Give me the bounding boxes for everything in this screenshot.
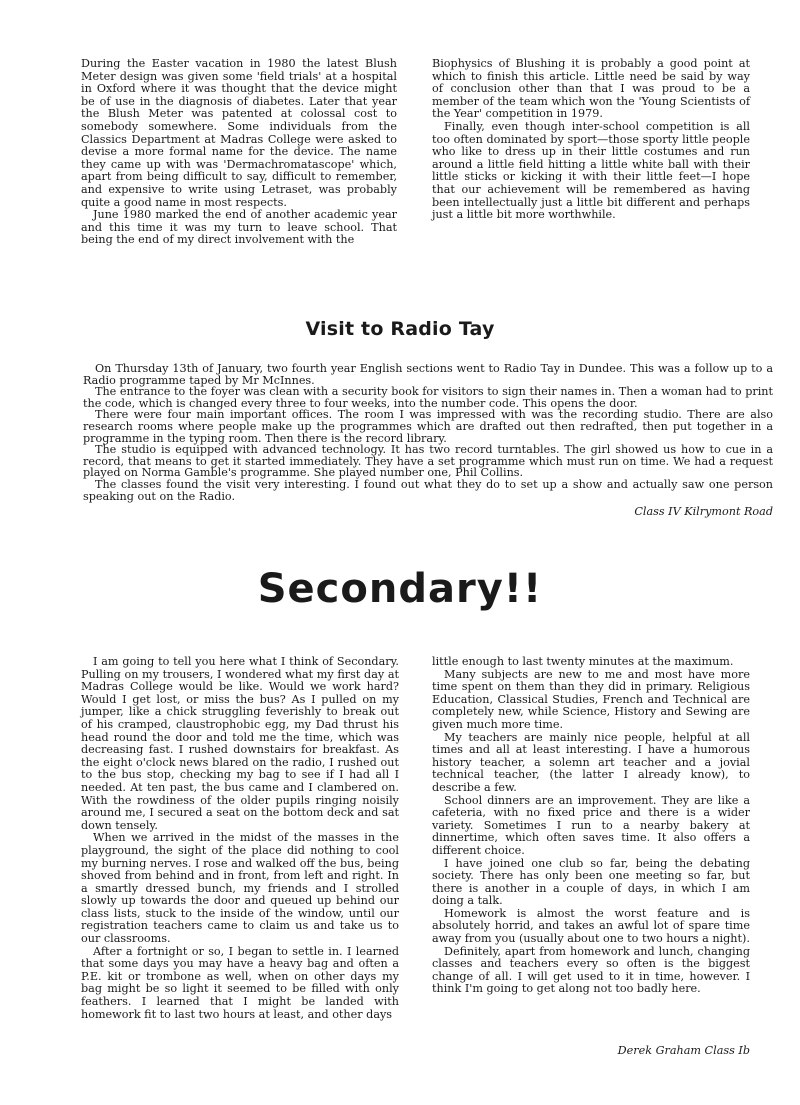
paragraph: School dinners are an improvement. They are like a cafeteria, with no fixed price and there is a wider variety. Sometimes I run to a nearby bakery at dinnertime, which often saves time. It also offers a different choice. bbox=[432, 793, 750, 857]
paragraph: Definitely, apart from homework and lunch, changing classes and teachers every so often is the biggest change of all. I will get used to it in time, however. I think I'm going to get along not too badly here. bbox=[432, 944, 750, 996]
paragraph: There were four main important offices. The room I was impressed with was the recording studio. There are also research rooms where people make up the programmes which are drafted out then redrafted, then put together in a programme in the typing room. Then there is the record library. bbox=[83, 408, 773, 445]
radio-tay-title: Visit to Radio Tay bbox=[305, 318, 495, 340]
paragraph: During the Easter vacation in 1980 the latest Blush Meter design was given some 'field trials' at a hospital in Oxford where it was thought that the device might be of use in the diagnosis of diabetes. Later that year the Blush Meter was patented at colossal cost to somebody somewhere. Some individuals from the Classics Department at Madras College were asked to devise a more formal name for the device. The name they came up with was 'Dermachromatascope' which, apart from being difficult to say, difficult to remember, and expensive to write using Letraset, was probably quite a good name in most respects. bbox=[81, 57, 397, 209]
paragraph: When we arrived in the midst of the masses in the playground, the sight of the place did nothing to cool my burning nerves. I rose and walked off the bus, being shoved from behind and in front, from left and right. In a smartly dressed bunch, my friends and I strolled slowly up towards the door and queued up behind our class lists, stuck to the inside of the window, until our registration teachers came to claim us and take us to our classrooms. bbox=[81, 831, 399, 946]
radio-tay-credit: Class IV Kilrymont Road bbox=[634, 505, 773, 518]
paragraph: The entrance to the foyer was clean with a security book for visitors to sign their names in. Then a woman had to print the code, which is changed every three to four weeks, into the number code. This opens the door. bbox=[83, 385, 773, 410]
paragraph: After a fortnight or so, I began to settle in. I learned that some days you may have a heavy bag and often a P.E. kit or trombone as well, when on other days my bag might be so light it seemed to be filled with only feathers. I learned that I might be landed with homework fit to last two hours at least, and other days bbox=[81, 944, 399, 1021]
paragraph: My teachers are mainly nice people, helpful at all times and all at least interesting. I have a humorous history teacher, a solemn art teacher and a jovial technical teacher, (the latter I already know), to describe a few. bbox=[432, 730, 750, 794]
paragraph: I have joined one club so far, being the debating society. There has only been one meeting so far, but there is another in a couple of days, in which I am doing a talk. bbox=[432, 856, 750, 908]
blush-article-left-column bbox=[81, 58, 397, 247]
secondary-left-column bbox=[81, 656, 399, 1021]
paragraph: little enough to last twenty minutes at the maximum. bbox=[432, 655, 734, 668]
blush-article-right-column bbox=[432, 58, 750, 222]
paragraph: The classes found the visit very interesting. I found out what they do to set up a show and actually saw one person speaking out on the Radio. bbox=[83, 477, 773, 503]
paragraph: The studio is equipped with advanced technology. It has two record turntables. The girl showed us how to cue in a record, that means to get it started immediately. They have a set programme which must run on time. We had a request played on Norma Gamble's programme. She played number one, Phil Collins. bbox=[83, 443, 773, 480]
paragraph: On Thursday 13th of January, two fourth year English sections went to Radio Tay in Dundee. This was a follow up to a Radio programme taped by Mr McInnes. bbox=[83, 362, 773, 387]
secondary-credit: Derek Graham Class Ib bbox=[617, 1044, 750, 1057]
paragraph: Homework is almost the worst feature and is absolutely horrid, and takes an awful lot of spare time away from you (usually about one to two hours a night). bbox=[432, 906, 750, 946]
paragraph: Finally, even though inter-school competition is all too often dominated by sport—those sporty little people who like to dress up in their little costumes and run around a little field hitting a little white ball with their little sticks or kicking it with their little feet—I hope that our achievement will be remembered as having been intellectually just a little bit different and perhaps just a little bit more worthwhile. bbox=[432, 119, 750, 222]
paragraph: I am going to tell you here what I think of Secondary. Pulling on my trousers, I wondered what my first day at Madras College would be like. Would we work hard? Would I get lost, or miss the bus? As I pulled on my jumper, like a chick struggling feverishly to break out of his cramped, claustrophobic egg, my Dad thrust his head round the door and told me the time, which was decreasing fast. I rushed downstairs for breakfast. As the eight o'clock news blared on the radio, I rushed out to the bus stop, checking my bag to see if I had all I needed. At ten past, the bus came and I clambered on. With the rowdiness of the older pupils ringing noisily around me, I secured a seat on the bottom deck and sat down tensely. bbox=[81, 655, 399, 832]
paragraph: Many subjects are new to me and most have more time spent on them than they did in primary. Religious Education, Classical Studies, French and Technical are completely new, while Science, History and Sewing are given much more time. bbox=[432, 667, 750, 731]
paragraph: June 1980 marked the end of another academic year and this time it was my turn to leave school. That being the end of my direct involvement with the bbox=[81, 208, 397, 247]
secondary-title: Secondary!! bbox=[257, 566, 543, 612]
radio-tay-body bbox=[83, 363, 773, 502]
secondary-right-column bbox=[432, 656, 750, 996]
paragraph: Biophysics of Blushing it is probably a good point at which to finish this article. Little need be said by way of conclusion other than that I was proud to be a member of the team which won the 'Young Scientists of the Year' competition in 1979. bbox=[432, 57, 750, 121]
